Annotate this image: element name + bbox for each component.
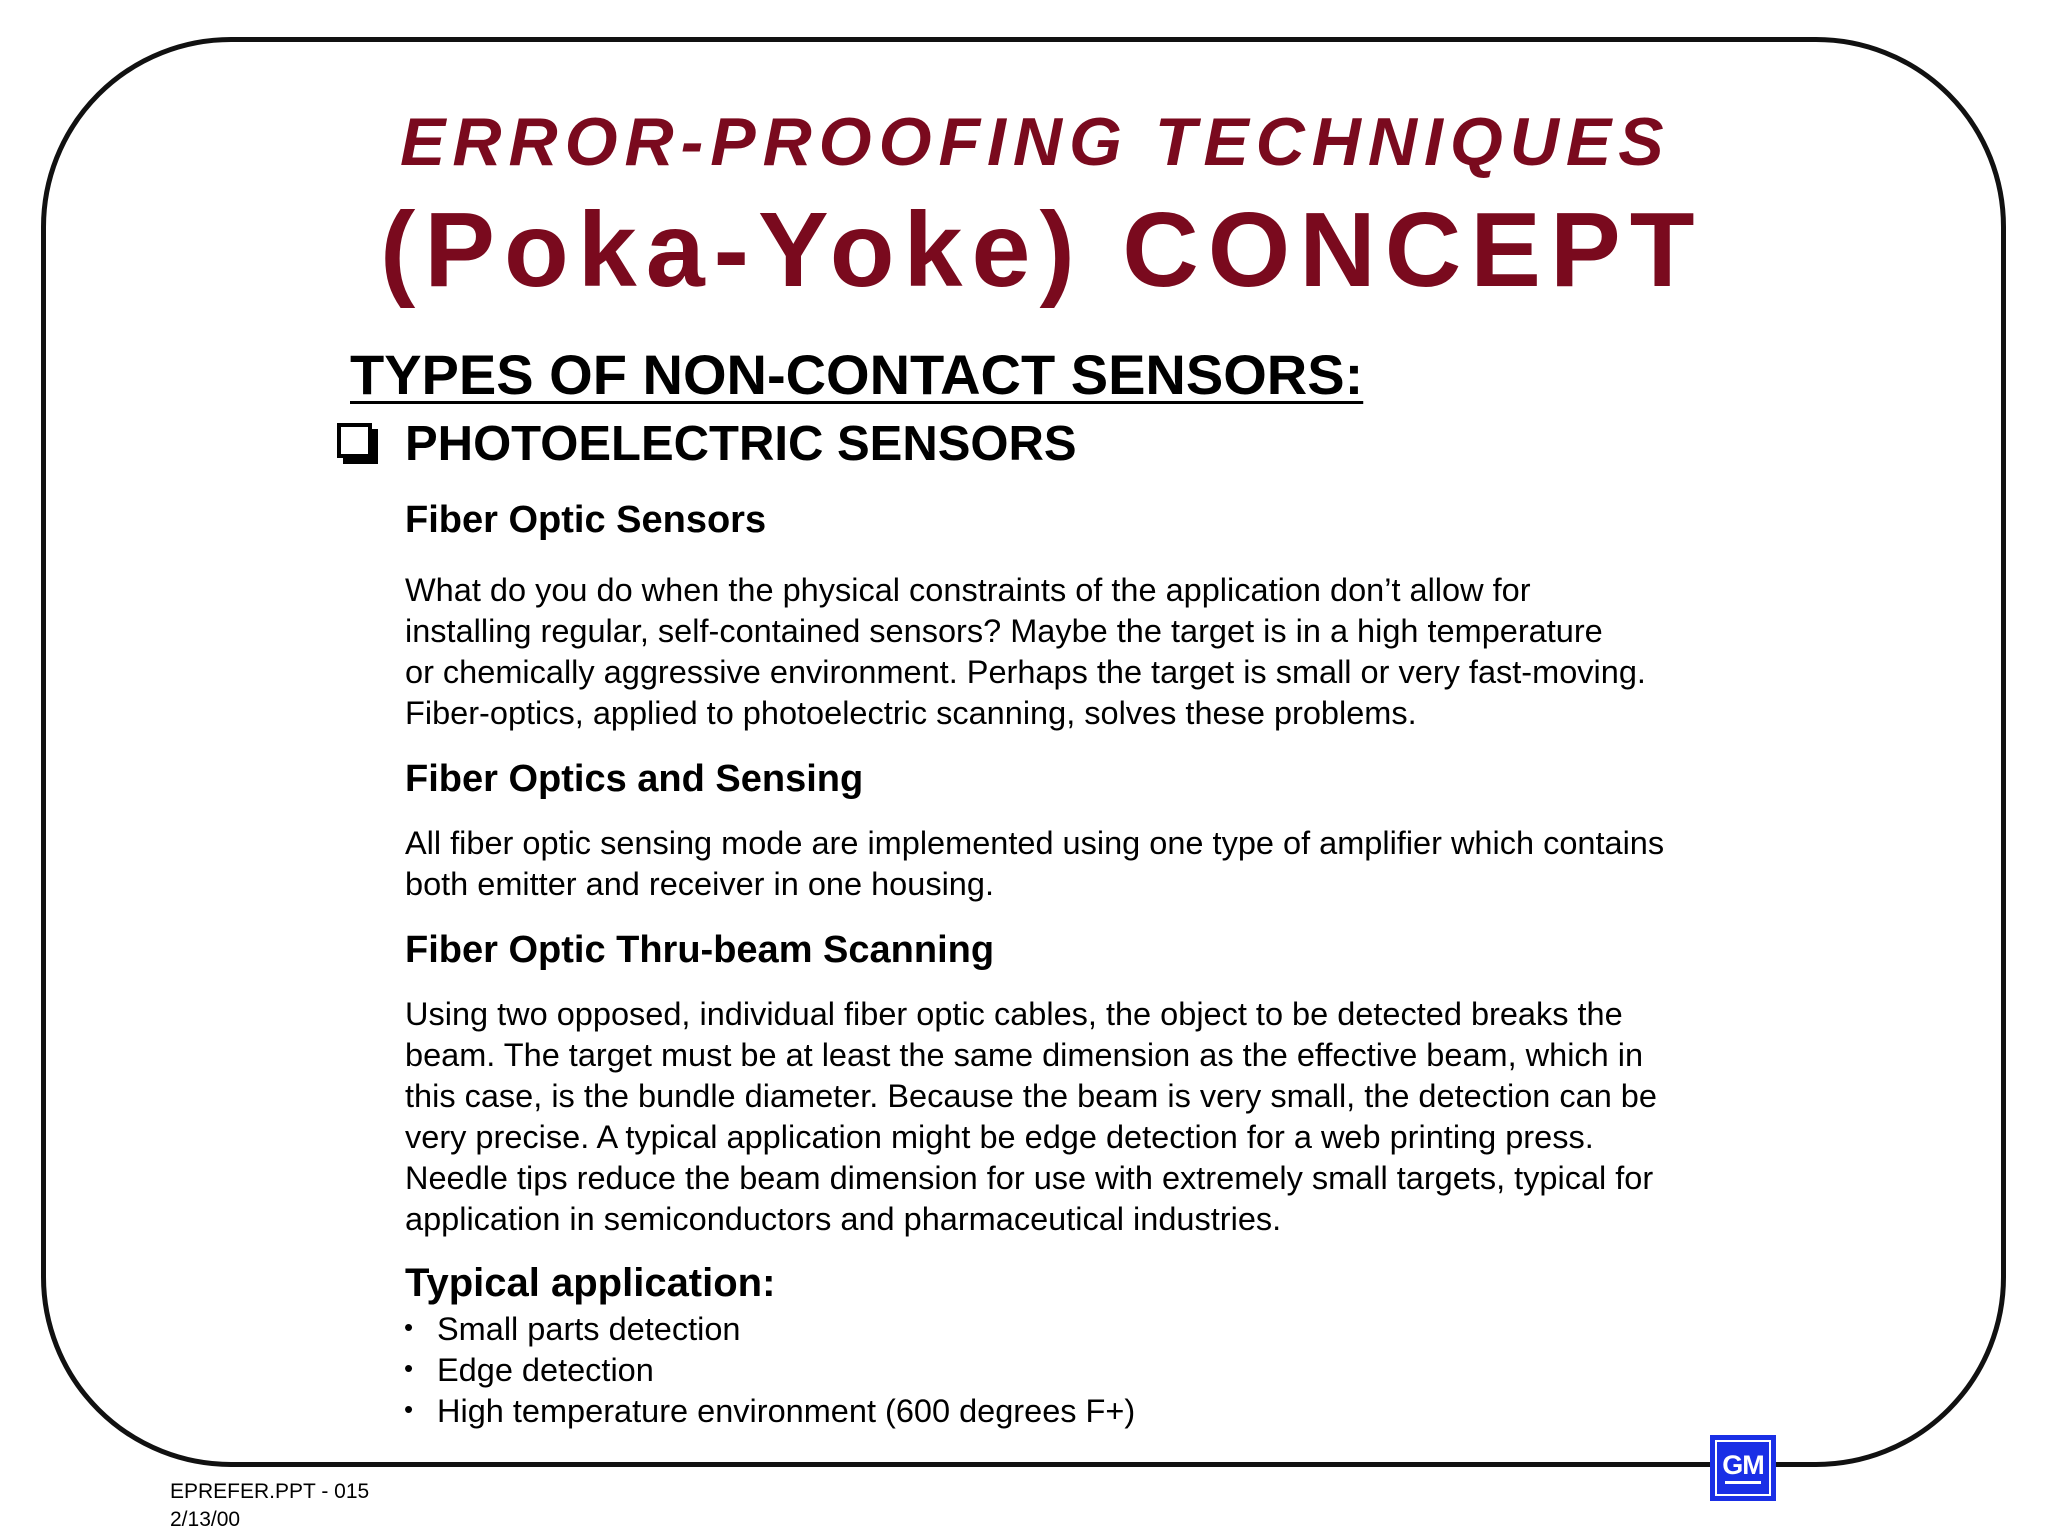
section-heading: TYPES OF NON-CONTACT SENSORS: bbox=[350, 343, 1364, 406]
paragraph-line: Fiber-optics, applied to photoelectric scanning, solves these problems. bbox=[405, 695, 1417, 731]
list-item bbox=[400, 1350, 1135, 1391]
gm-logo-mark bbox=[1715, 1440, 1771, 1496]
slide-title-line2: (Poka-Yoke) CONCEPT bbox=[380, 191, 1704, 309]
paragraph-fiber-optics-and-sensing bbox=[405, 823, 1765, 905]
paragraph-line: Needle tips reduce the beam dimension for use with extremely small targets, typical for bbox=[405, 1160, 1654, 1196]
checkbox-bullet-icon bbox=[337, 423, 372, 458]
list-item-label: Small parts detection bbox=[437, 1311, 741, 1347]
list-item-label: Edge detection bbox=[437, 1352, 654, 1388]
paragraph-fiber-optic-sensors bbox=[405, 570, 1765, 734]
paragraph-line: beam. The target must be at least the same dimension as the effective beam, which in bbox=[405, 1037, 1644, 1073]
list-item bbox=[400, 1391, 1135, 1432]
footer bbox=[170, 1478, 369, 1534]
paragraph-line: this case, is the bundle diameter. Because the beam is very small, the detection can be bbox=[405, 1078, 1657, 1114]
applications-list bbox=[400, 1309, 1135, 1432]
block-title-fiber-optic-sensors: Fiber Optic Sensors bbox=[405, 499, 767, 541]
list-item-label: High temperature environment (600 degrees F+) bbox=[437, 1393, 1136, 1429]
list-item bbox=[400, 1309, 1135, 1350]
gm-logo-text: GM bbox=[1722, 1450, 1764, 1480]
paragraph-line: All fiber optic sensing mode are implemented using one type of amplifier which contains bbox=[405, 825, 1665, 861]
paragraph-line: What do you do when the physical constraints of the application don’t allow for bbox=[405, 572, 1531, 608]
block-title-thru-beam-scanning: Fiber Optic Thru-beam Scanning bbox=[405, 929, 995, 971]
bullet-icon: • bbox=[404, 1312, 414, 1342]
slide-title-line1: ERROR-PROOFING TECHNIQUES bbox=[400, 104, 1671, 180]
block-title-fiber-optics-and-sensing: Fiber Optics and Sensing bbox=[405, 758, 864, 800]
paragraph-line: both emitter and receiver in one housing. bbox=[405, 866, 994, 902]
paragraph-line: installing regular, self-contained sensors? Maybe the target is in a high temperature bbox=[405, 613, 1603, 649]
bullet-icon: • bbox=[404, 1394, 414, 1424]
gm-logo-underline bbox=[1725, 1481, 1761, 1484]
footer-file-label: EPREFER.PPT - 015 bbox=[170, 1480, 370, 1503]
paragraph-line: Using two opposed, individual fiber optic cables, the object to be detected breaks the bbox=[405, 996, 1623, 1032]
paragraph-line: application in semiconductors and pharmaceutical industries. bbox=[405, 1201, 1282, 1237]
gm-logo bbox=[1710, 1435, 1776, 1501]
paragraph-line: very precise. A typical application might be edge detection for a web printing press. bbox=[405, 1119, 1594, 1155]
applications-title: Typical application: bbox=[405, 1261, 776, 1305]
paragraph-thru-beam-scanning bbox=[405, 994, 1765, 1240]
paragraph-line: or chemically aggressive environment. Perhaps the target is small or very fast-moving. bbox=[405, 654, 1646, 690]
sub-heading: PHOTOELECTRIC SENSORS bbox=[405, 417, 1077, 471]
footer-date: 2/13/00 bbox=[170, 1508, 241, 1531]
bullet-icon: • bbox=[404, 1353, 414, 1383]
